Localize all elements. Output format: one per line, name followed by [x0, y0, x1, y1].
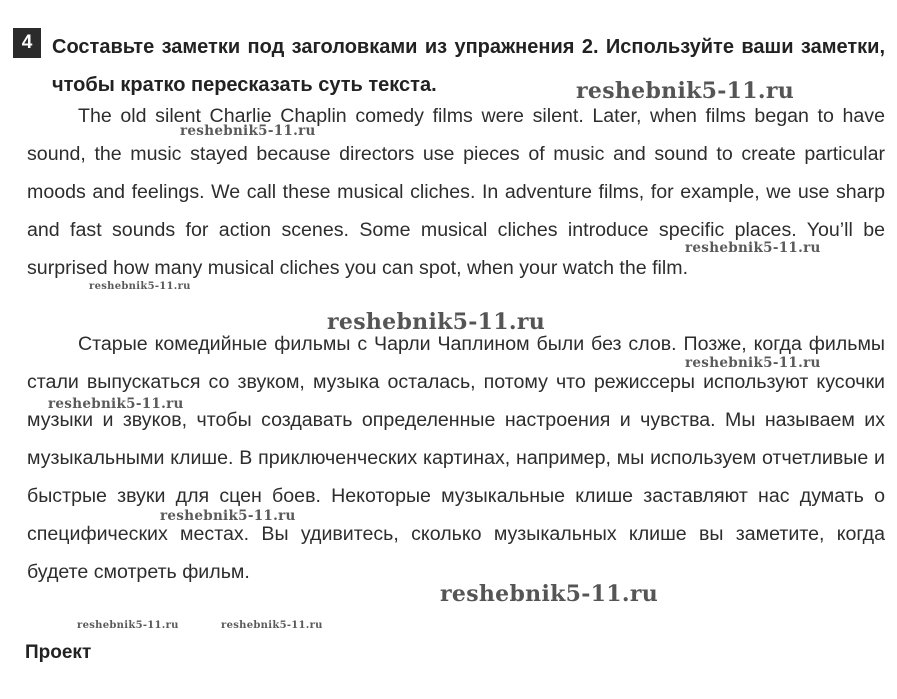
project-section-title: Проект: [25, 642, 92, 663]
task-instruction: Составьте заметки под заголовками из упражнения 2. Используйте ваши заметки, чтобы кратко пересказать суть текста.: [52, 36, 885, 96]
watermark: reshebnik5-11.ru: [160, 508, 296, 524]
watermark: reshebnik5-11.ru: [77, 620, 179, 631]
russian-paragraph: Старые комедийные фильмы с Чарли Чаплином были без слов. Позже, когда фильмы стали выпускаться со звуком, музыка осталась, потому что режиссеры используют кусочки музыки и звуков, чтобы создавать определенные настроения и чувства. Мы называем их музыкальными клише. В приключенческих картинах, например, мы используем отчетливые и быстрые звуки для сцен боев. Некоторые музыкальные клише заставляют нас думать о специфических местах. Вы удивитесь, сколько музыкальных клише вы заметите, когда будете смотреть фильм.: [27, 333, 885, 583]
english-paragraph: The old silent Charlie Chaplin comedy films were silent. Later, when films began to have sound, the music stayed because directors use pieces of music and sound to create particular moods and feelings. We call these musical cliches. In adventure films, for example, we use sharp and fast sounds for action scenes. Some musical cliches introduce specific places. You’ll be surprised how many musical cliches you can spot, when your watch the film.: [27, 105, 885, 279]
watermark: reshebnik5-11.ru: [576, 78, 795, 104]
watermark: reshebnik5-11.ru: [685, 355, 821, 371]
watermark: reshebnik5-11.ru: [685, 240, 821, 256]
watermark: reshebnik5-11.ru: [89, 281, 191, 292]
watermark: reshebnik5-11.ru: [440, 581, 659, 607]
watermark: reshebnik5-11.ru: [221, 620, 323, 631]
task-number-badge: 4: [13, 28, 41, 58]
watermark: reshebnik5-11.ru: [327, 309, 546, 335]
watermark: reshebnik5-11.ru: [180, 123, 316, 139]
watermark: reshebnik5-11.ru: [48, 396, 184, 412]
